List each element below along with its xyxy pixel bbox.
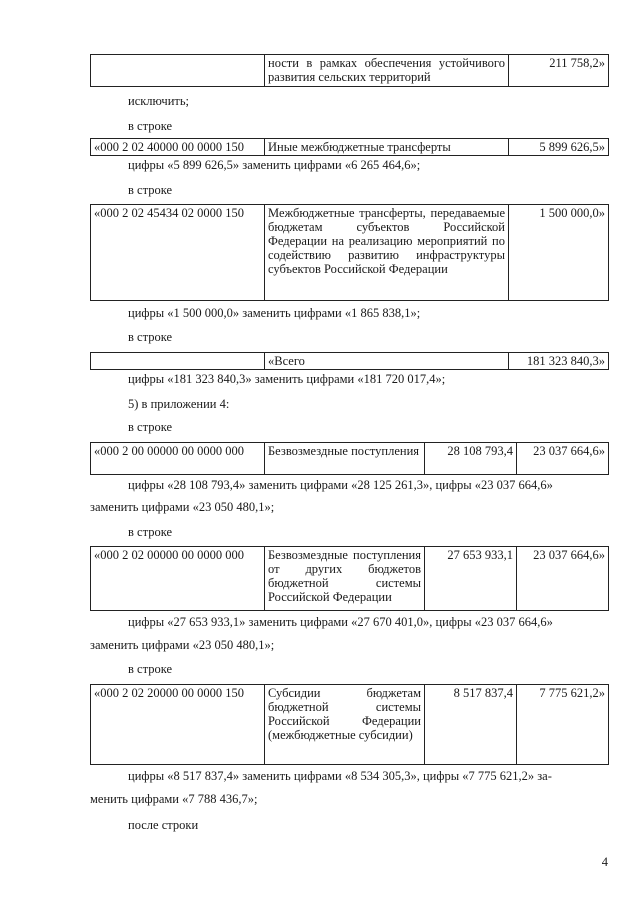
paragraph: заменить цифрами «23 050 480,1»; xyxy=(90,638,275,652)
budget-code-cell xyxy=(91,55,265,87)
amount-cell: 1 500 000,0» xyxy=(509,205,609,301)
amount-cell: 5 899 626,5» xyxy=(509,139,609,156)
paragraph: в строке xyxy=(128,119,173,133)
paragraph: заменить цифрами «23 050 480,1»; xyxy=(90,500,275,514)
paragraph: в строке xyxy=(128,662,173,676)
table-row-other-transfers xyxy=(90,138,609,156)
paragraph: исключить; xyxy=(128,94,190,108)
paragraph: цифры «28 108 793,4» заменить цифрами «28 125 261,3», цифры «23 037 664,6» xyxy=(128,478,553,492)
paragraph: в строке xyxy=(128,330,173,344)
budget-code-cell: «000 2 02 45434 02 0000 150 xyxy=(91,205,265,301)
amount-cell: 7 775 621,2» xyxy=(517,685,609,765)
paragraph: цифры «8 517 837,4» заменить цифрами «8 534 305,3», цифры «7 775 621,2» за- xyxy=(128,769,552,783)
budget-code-cell: «000 2 02 00000 00 0000 000 xyxy=(91,547,265,611)
budget-name-cell: Иные межбюджетные трансферты xyxy=(265,139,509,156)
amount-cell: 211 758,2» xyxy=(509,55,609,87)
budget-name-cell: Субсидии бюджетам бюджетной системы Российской Федерации (межбюджетные субсидии) xyxy=(265,685,425,765)
amount-cell: 23 037 664,6» xyxy=(517,443,609,475)
budget-code-cell: «000 2 00 00000 00 0000 000 xyxy=(91,443,265,475)
budget-name-cell: ности в рамках обеспечения устойчивого развития сельских территорий xyxy=(265,55,509,87)
amount-cell: 23 037 664,6» xyxy=(517,547,609,611)
paragraph: цифры «27 653 933,1» заменить цифрами «27 670 401,0», цифры «23 037 664,6» xyxy=(128,615,553,629)
paragraph: в строке xyxy=(128,525,173,539)
budget-name-cell: Безвозмездные поступления xyxy=(265,443,425,475)
table-row-total xyxy=(90,352,609,370)
budget-code-cell: «000 2 02 40000 00 0000 150 xyxy=(91,139,265,156)
amount-cell: 181 323 840,3» xyxy=(509,353,609,370)
paragraph: после строки xyxy=(128,818,199,832)
paragraph: цифры «1 500 000,0» заменить цифрами «1 865 838,1»; xyxy=(128,306,421,320)
table-row-subsidies xyxy=(90,684,609,765)
amount-cell: 28 108 793,4 xyxy=(425,443,517,475)
budget-code-cell xyxy=(91,353,265,370)
table-row-receipts-other-budgets xyxy=(90,546,609,611)
budget-name-cell: Безвозмездные поступления от других бюджетов бюджетной системы Российской Федерации xyxy=(265,547,425,611)
budget-name-cell: Межбюджетные трансферты, передаваемые бюджетам субъектов Российской Федерации на реализацию мероприятий по содействию развитию инфраструктуры субъектов Российской Федерации xyxy=(265,205,509,301)
paragraph: в строке xyxy=(128,183,173,197)
table-row-gratuitous-receipts xyxy=(90,442,609,475)
table-row-infrastructure-transfers xyxy=(90,204,609,301)
paragraph: 5) в приложении 4: xyxy=(128,397,230,411)
amount-cell: 27 653 933,1 xyxy=(425,547,517,611)
table-row-continuation xyxy=(90,54,609,87)
budget-code-cell: «000 2 02 20000 00 0000 150 xyxy=(91,685,265,765)
paragraph: менить цифрами «7 788 436,7»; xyxy=(90,792,258,806)
paragraph: в строке xyxy=(128,420,173,434)
paragraph: цифры «181 323 840,3» заменить цифрами «181 720 017,4»; xyxy=(128,372,446,386)
amount-cell: 8 517 837,4 xyxy=(425,685,517,765)
page-number: 4 xyxy=(601,855,608,869)
budget-name-cell: «Всего xyxy=(265,353,509,370)
paragraph: цифры «5 899 626,5» заменить цифрами «6 265 464,6»; xyxy=(128,158,421,172)
